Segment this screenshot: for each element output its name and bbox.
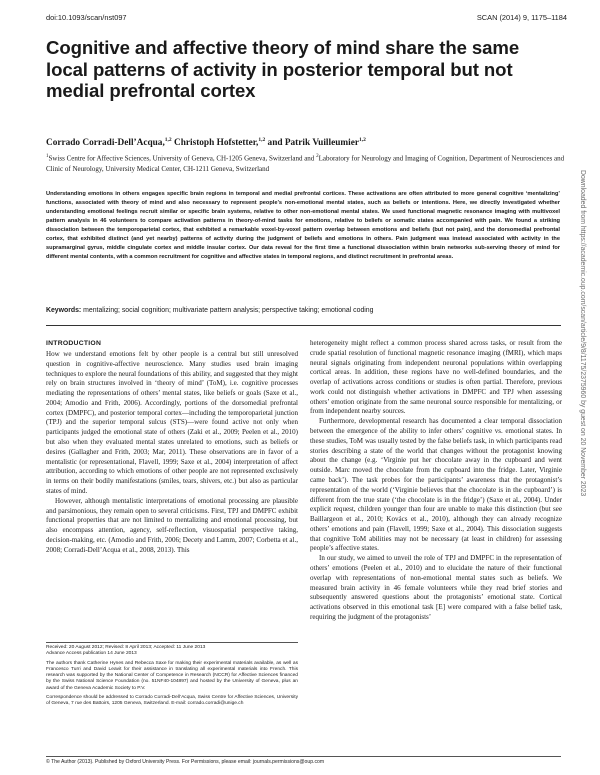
section-divider bbox=[46, 325, 561, 326]
download-watermark: Downloaded from https://academic.oup.com/scan/article/9/8/1175/2375960 by guest on 20 November 2023 bbox=[579, 170, 586, 497]
received-dates: Received: 20 August 2012; Revised: 8 April 2013; Accepted: 11 June 2013 bbox=[46, 645, 206, 650]
author-3-affiliation-marker: 1,2 bbox=[358, 137, 366, 143]
footer-divider bbox=[46, 756, 561, 757]
introduction-heading: INTRODUCTION bbox=[46, 340, 102, 347]
intro-paragraph-2: However, although mentalistic interpretations of emotional processing are plausible and parsimonious, they remain open to several criticisms. First, TPJ and DMPFC exhibit functional properties that are not limited to mentalizing and emotional processing, but also encompass attention, agency, self-reflection, visuospatial perspective taking, decision-making, etc. (Amodio and Frith, 2006; Decety and Lamm, 2007; Corbetta et al., 2008; Corradi-Dell’Acqua et al., 2008, 2013). This bbox=[46, 496, 298, 554]
intro-paragraph-3: heterogeneity might reflect a common process shared across tasks, or result from the crude spatial resolution of functional magnetic resonance imaging (fMRI), which maps neural signals originating from independent neuronal populations within overlapping cortical areas. In addition, these regions have no well-defined boundaries, and the overlap of activations across conditions or studies is often partial. Therefore, previous work could not distinguish whether activations in DMPFC and TPJ when assessing others’ emotion originate from the same neuronal source responsible for mentalizing, or from independent nearby sources. bbox=[310, 339, 562, 416]
affiliations bbox=[46, 152, 566, 174]
author-3: and Patrik Vuilleumier bbox=[265, 138, 359, 149]
article-title: Cognitive and affective theory of mind share the same local patterns of activity in posterior temporal but not medial prefrontal cortex bbox=[46, 37, 520, 101]
footnote-divider bbox=[46, 642, 298, 643]
author-2-affiliation-marker: 1,2 bbox=[258, 137, 266, 143]
author-1-affiliation-marker: 1,2 bbox=[164, 137, 172, 143]
abstract: Understanding emotions in others engages specific brain regions in temporal and medial prefrontal cortices. These activations are often attributed to more general cognitive ‘mentalizing’ functions, associated with theory of mind and also necessary to represent people’s non-emotional mental states, such as beliefs or intentions. Here, we directly investigated whether understanding emotional feelings recruit similar or specific brain systems, relative to other non-emotional mental states. We used functional magnetic resonance imaging with multivoxel pattern analysis in 46 volunteers to compare activation patterns in theory-of-mind tasks for emotions, relative to beliefs or somatic states accompanied with pain. We found a striking dissociation between the temporoparietal cortex, that exhibited a remarkable voxel-by-voxel pattern overlap between emotions and beliefs (but not pain), and the dorsomedial prefrontal cortex, that exhibited distinct (and yet nearby) patterns of activity during the judgment of beliefs and emotions in others. Pain judgment was instead associated with activity in the supramarginal gyrus, middle cingulate cortex and middle insular cortex. Our data reveal for the first time a functional dissociation within brain networks sub-serving theory of mind for different mental contents, with a common recruitment for cognitive and affective states in temporal regions, and distinct recruitment in prefrontal areas. bbox=[46, 191, 560, 261]
intro-paragraph-1: How we understand emotions felt by other people is a central but still unresolved question in cognitive-affective neuroscience. Many studies used brain imaging techniques to explore the neural foundations of this ability, and suggested that they might rely on brain structures involved in ‘theory of mind’ (ToM), i.e. cognitive processes mediating the representations of others’ mental states, like beliefs or goals (Saxe et al., 2004; Amodio and Frith, 2006). Accordingly, portions of the dorsomedial prefrontal cortex (DMPFC), and posterior temporal cortex—including the temporoparietal junction (TPJ) and the superior temporal sulcus (STS)—were found active not only when participants judged the emotional state of others (Zaki et al., 2009; Peelen et al., 2010) but also when they evaluated mental states unrelated to emotions, such as beliefs or desires (Gallagher and Frith, 2003; Mar, 2011). These observations are in favor of a mentalistic (or representational, Flavell, 1999; Saxe et al., 2004) interpretation of affect attribution, according to which emotions of other people are not represented exclusively in terms on their bodily manifestations (smiles, tears, shivers, etc.) but also as particular states of mind. bbox=[46, 350, 298, 495]
intro-paragraph-4: Furthermore, developmental research has documented a clear temporal dissociation between the emergence of the ability to infer others’ cognitive vs. emotional states. In these studies, ToM was usually tested by the false beliefs task, in which participants read stories describing a state of the world that changes without the protagonist knowing about the change (e.g. ‘Virginie put her chocolate away in the cupboard and went outside. Marc moved the chocolate from the cupboard into the fridge. Later, Virginie came back’). The task probes for the participants’ awareness that the protagonist’s representation of the world (‘Virginie believes that the chocolate is in the cupboard’) is different from the true state (‘the chocolate is in the fridge’) (Saxe et al., 2004). Under explicit request, children younger than four are unable to make this distinction (but see Baillargeon et al., 2010; Kovács et al., 2010), although they can already recognize others’ emotions and pain (Flavell, 1999; Saxe et al., 2004). This dissociation suggests that cognitive ToM abilities may not be necessary (at least in children) for assessing people’s affective states. bbox=[310, 417, 562, 553]
affiliation-2-marker: 2 bbox=[316, 154, 319, 159]
left-column bbox=[46, 340, 298, 555]
affiliation-2: Laboratory for Neurology and Imaging of Cognition, Department of Neurosciences and Clinic of Neurology, University Medical Center, CH-1211 Geneva, Switzerland bbox=[46, 154, 565, 173]
acknowledgement: The authors thank Catherine Hynes and Rebecca Saxe for making their experimental materials available, as well as Francesco Turri and David Leavit for their assistance in translating all experimental materials into French. This research was supported by the National Center of Competence in Research (NCCR) for Affective Sciences financed by the Swiss National Science Foundation (no. 51NF40-104897) and hosted by the University of Geneva, plus an award of the Geneva Academic Society to P.V. bbox=[46, 660, 298, 691]
correspondence: Correspondence should be addressed to Corrado Corradi-Dell’Acqua, Swiss Centre for Affective Sciences, University of Geneva, 7 rue des Battoirs, 1205 Geneva, Switzerland. E-mail: corrado.corradi@unige.ch bbox=[46, 694, 298, 706]
keywords-label: Keywords: bbox=[46, 307, 82, 314]
footnotes bbox=[46, 645, 298, 707]
affiliation-1-marker: 1 bbox=[46, 154, 49, 159]
keywords bbox=[46, 307, 373, 314]
journal-reference: SCAN (2014) 9, 1175–1184 bbox=[476, 13, 567, 22]
copyright-notice: © The Author (2013). Published by Oxford University Press. For Permissions, please email: journals.permissions@oup.com bbox=[46, 759, 325, 765]
advance-access-date: Advance Access publication 14 June 2013 bbox=[46, 651, 137, 657]
intro-paragraph-5: In our study, we aimed to unveil the role of TPJ and DMPFC in the representation of others’ emotions (Peelen et al., 2010) and to elucidate the nature of their functional overlap with representations of non-emotional mental states such as beliefs. We measured brain activity in 46 female volunteers while they read brief stories and subsequently answered questions about the protagonists’ emotional state. Cortical activations observed in this emotional task [E] were compared with a false belief task, requiring the judgment of the protagonists’ bbox=[310, 554, 562, 621]
author-1: Corrado Corradi-Dell’Acqua, bbox=[46, 138, 165, 149]
right-column bbox=[310, 339, 562, 623]
doi-line: doi:10.1093/scan/nst097 bbox=[46, 13, 127, 22]
keywords-list: mentalizing; social cognition; multivariate pattern analysis; perspective taking; emotional coding bbox=[81, 307, 374, 314]
affiliation-1: Swiss Centre for Affective Sciences, University of Geneva, CH-1205 Geneva, Switzerland and bbox=[48, 154, 317, 163]
author-2: Christoph Hofstetter, bbox=[171, 138, 259, 149]
author-list bbox=[46, 137, 366, 148]
